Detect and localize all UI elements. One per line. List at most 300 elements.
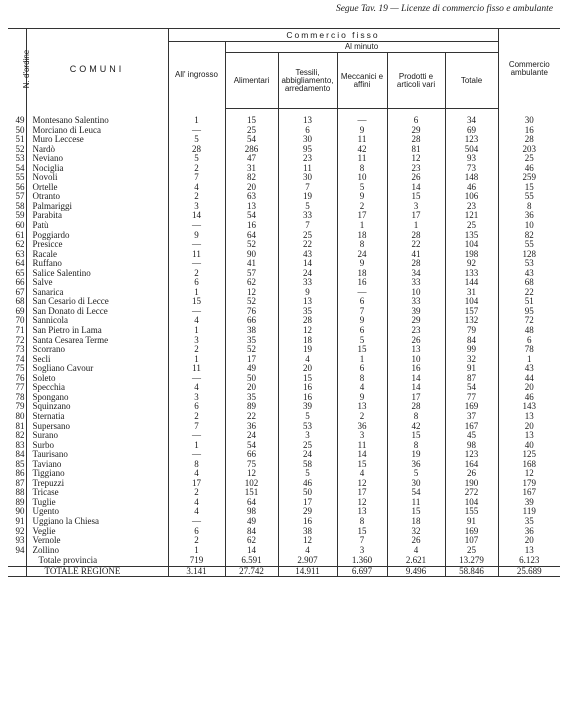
value-totale: 73 bbox=[445, 164, 498, 174]
value-meccanici: 17 bbox=[337, 488, 387, 498]
comune-name: Soleto bbox=[26, 374, 168, 384]
value-meccanici: 1 bbox=[337, 221, 387, 231]
comune-name: Taurisano bbox=[26, 450, 168, 460]
comune-name: Nardò bbox=[26, 145, 168, 155]
value-alimentari: 31 bbox=[225, 164, 278, 174]
totale-regione-row bbox=[8, 566, 560, 577]
table-row bbox=[8, 326, 560, 336]
value-tessili: 12 bbox=[278, 536, 337, 546]
value-tessili: 16 bbox=[278, 393, 337, 403]
value-ingrosso: — bbox=[168, 221, 225, 231]
comune-name: Tiggiano bbox=[26, 469, 168, 479]
value-totale: 169 bbox=[445, 402, 498, 412]
value-ingrosso: 2 bbox=[168, 345, 225, 355]
value-tessili: 43 bbox=[278, 250, 337, 260]
row-number: 51 bbox=[15, 135, 25, 145]
header-prodotti: Prodotti e articoli vari bbox=[387, 53, 445, 109]
value-alimentari: 75 bbox=[225, 460, 278, 470]
value-prodotti: 15 bbox=[387, 507, 445, 517]
value-totale: 91 bbox=[445, 517, 498, 527]
comune-name: Tuglie bbox=[26, 498, 168, 508]
value-meccanici: 11 bbox=[337, 441, 387, 451]
value-tessili: 14.911 bbox=[278, 566, 337, 577]
value-totale: 104 bbox=[445, 240, 498, 250]
table-row bbox=[8, 221, 560, 231]
value-totale: 132 bbox=[445, 316, 498, 326]
comune-name: Ugento bbox=[26, 507, 168, 517]
value-ambulante: 128 bbox=[498, 250, 560, 260]
comune-name: Montesano Salentino bbox=[26, 109, 168, 126]
value-ingrosso: 15 bbox=[168, 297, 225, 307]
row-number: 93 bbox=[15, 536, 25, 546]
value-tessili: 33 bbox=[278, 211, 337, 221]
value-ambulante: 1 bbox=[498, 355, 560, 365]
value-totale: 25 bbox=[445, 546, 498, 556]
value-prodotti: 26 bbox=[387, 336, 445, 346]
value-totale: 91 bbox=[445, 364, 498, 374]
comune-name: Scorrano bbox=[26, 345, 168, 355]
value-meccanici: 5 bbox=[337, 183, 387, 193]
value-prodotti: 1 bbox=[387, 221, 445, 231]
row-number: 94 bbox=[15, 545, 25, 555]
table-row bbox=[8, 145, 560, 155]
header-tessili: Tessili, abbigliamento, arredamento bbox=[278, 53, 337, 109]
value-meccanici: 12 bbox=[337, 498, 387, 508]
value-meccanici: 4 bbox=[337, 469, 387, 479]
value-ambulante: 53 bbox=[498, 259, 560, 269]
value-prodotti: 9.496 bbox=[387, 566, 445, 577]
value-tessili: 13 bbox=[278, 109, 337, 126]
value-meccanici: 36 bbox=[337, 422, 387, 432]
value-totale: 87 bbox=[445, 374, 498, 384]
header-ingrosso: All' ingrosso bbox=[168, 42, 225, 109]
table-row bbox=[8, 469, 560, 479]
row-number: 53 bbox=[15, 154, 25, 164]
table-row bbox=[8, 517, 560, 527]
comune-name: Spongano bbox=[26, 393, 168, 403]
value-ingrosso: 3 bbox=[168, 393, 225, 403]
row-number: 77 bbox=[15, 383, 25, 393]
table-row bbox=[8, 154, 560, 164]
value-ingrosso: 2 bbox=[168, 269, 225, 279]
value-ambulante: 46 bbox=[498, 164, 560, 174]
value-ingrosso: 4 bbox=[168, 507, 225, 517]
value-alimentari: 13 bbox=[225, 202, 278, 212]
comune-name: Secli bbox=[26, 355, 168, 365]
value-alimentari: 41 bbox=[225, 259, 278, 269]
value-prodotti: 26 bbox=[387, 536, 445, 546]
value-meccanici: 7 bbox=[337, 307, 387, 317]
comune-name: Morciano di Leuca bbox=[26, 126, 168, 136]
header-meccanici: Meccanici e affini bbox=[337, 53, 387, 109]
value-meccanici: 9 bbox=[337, 393, 387, 403]
value-ambulante: 22 bbox=[498, 288, 560, 298]
table-row bbox=[8, 460, 560, 470]
value-alimentari: 98 bbox=[225, 507, 278, 517]
value-tessili: 15 bbox=[278, 374, 337, 384]
value-totale: 104 bbox=[445, 297, 498, 307]
value-ambulante: 39 bbox=[498, 498, 560, 508]
value-ambulante: 28 bbox=[498, 135, 560, 145]
table-row bbox=[8, 364, 560, 374]
row-number: 59 bbox=[15, 211, 25, 221]
comune-name: Totale provincia bbox=[26, 555, 168, 566]
row-number: 80 bbox=[15, 411, 25, 421]
table-row bbox=[8, 211, 560, 221]
value-prodotti: 2.621 bbox=[387, 555, 445, 566]
value-ingrosso: 4 bbox=[168, 316, 225, 326]
value-ingrosso: 28 bbox=[168, 145, 225, 155]
comune-name: Otranto bbox=[26, 192, 168, 202]
value-ambulante: 125 bbox=[498, 450, 560, 460]
value-ingrosso: 4 bbox=[168, 498, 225, 508]
value-ambulante: 43 bbox=[498, 364, 560, 374]
value-alimentari: 63 bbox=[225, 192, 278, 202]
value-meccanici: 8 bbox=[337, 374, 387, 384]
value-alimentari: 35 bbox=[225, 393, 278, 403]
table-row bbox=[8, 192, 560, 202]
value-alimentari: 102 bbox=[225, 479, 278, 489]
value-ambulante: 13 bbox=[498, 412, 560, 422]
value-ambulante: 16 bbox=[498, 126, 560, 136]
value-prodotti: 10 bbox=[387, 355, 445, 365]
row-number: 75 bbox=[15, 364, 25, 374]
value-prodotti: 18 bbox=[387, 517, 445, 527]
value-prodotti: 54 bbox=[387, 488, 445, 498]
row-number: 61 bbox=[15, 230, 25, 240]
value-tessili: 30 bbox=[278, 173, 337, 183]
value-meccanici: 1.360 bbox=[337, 555, 387, 566]
row-number: 71 bbox=[15, 326, 25, 336]
value-tessili: 30 bbox=[278, 135, 337, 145]
table-row bbox=[8, 231, 560, 241]
value-totale: 31 bbox=[445, 288, 498, 298]
value-tessili: 12 bbox=[278, 326, 337, 336]
value-ingrosso: — bbox=[168, 240, 225, 250]
comune-name: San Donato di Lecce bbox=[26, 307, 168, 317]
value-ingrosso: 4 bbox=[168, 183, 225, 193]
value-alimentari: 90 bbox=[225, 250, 278, 260]
value-tessili: 13 bbox=[278, 297, 337, 307]
table-row bbox=[8, 126, 560, 136]
value-tessili: 5 bbox=[278, 469, 337, 479]
value-prodotti: 15 bbox=[387, 192, 445, 202]
value-totale: 92 bbox=[445, 259, 498, 269]
value-ingrosso: 4 bbox=[168, 383, 225, 393]
row-number: 52 bbox=[15, 144, 25, 154]
value-totale: 26 bbox=[445, 469, 498, 479]
row-number: 82 bbox=[15, 431, 25, 441]
value-totale: 121 bbox=[445, 211, 498, 221]
row-number: 74 bbox=[15, 354, 25, 364]
value-ambulante: 13 bbox=[498, 546, 560, 556]
value-meccanici: 16 bbox=[337, 278, 387, 288]
value-ingrosso: 3.141 bbox=[168, 566, 225, 577]
value-ambulante: 20 bbox=[498, 422, 560, 432]
value-tessili: 4 bbox=[278, 355, 337, 365]
value-meccanici: 15 bbox=[337, 345, 387, 355]
value-prodotti: 29 bbox=[387, 126, 445, 136]
row-number bbox=[8, 555, 26, 566]
row-number: 92 bbox=[15, 526, 25, 536]
value-meccanici: 15 bbox=[337, 460, 387, 470]
value-prodotti: 5 bbox=[387, 469, 445, 479]
table-row bbox=[8, 109, 560, 126]
value-prodotti: 13 bbox=[387, 345, 445, 355]
value-alimentari: 64 bbox=[225, 231, 278, 241]
row-number: 72 bbox=[15, 335, 25, 345]
value-totale: 84 bbox=[445, 336, 498, 346]
value-ambulante: 82 bbox=[498, 231, 560, 241]
comune-name: Ortelle bbox=[26, 183, 168, 193]
value-alimentari: 52 bbox=[225, 240, 278, 250]
value-ingrosso: 11 bbox=[168, 250, 225, 260]
value-totale: 45 bbox=[445, 431, 498, 441]
value-totale: 190 bbox=[445, 479, 498, 489]
comune-name: Salice Salentino bbox=[26, 269, 168, 279]
row-number: 56 bbox=[15, 182, 25, 192]
value-prodotti: 6 bbox=[387, 109, 445, 126]
table-body bbox=[8, 109, 560, 577]
row-number: 91 bbox=[15, 516, 25, 526]
comune-name: Santa Cesarea Terme bbox=[26, 336, 168, 346]
comune-name: Nociglia bbox=[26, 164, 168, 174]
value-ambulante: 8 bbox=[498, 202, 560, 212]
row-number: 83 bbox=[15, 440, 25, 450]
value-ingrosso: 1 bbox=[168, 441, 225, 451]
table-row bbox=[8, 297, 560, 307]
value-meccanici: 8 bbox=[337, 240, 387, 250]
value-alimentari: 49 bbox=[225, 364, 278, 374]
value-tessili: 5 bbox=[278, 412, 337, 422]
comune-name: Squinzano bbox=[26, 402, 168, 412]
table-header bbox=[8, 29, 560, 109]
value-totale: 23 bbox=[445, 202, 498, 212]
value-meccanici: 11 bbox=[337, 154, 387, 164]
value-tessili: 39 bbox=[278, 402, 337, 412]
value-alimentari: 36 bbox=[225, 422, 278, 432]
value-alimentari: 14 bbox=[225, 546, 278, 556]
value-ingrosso: — bbox=[168, 450, 225, 460]
value-ingrosso: 719 bbox=[168, 555, 225, 566]
value-prodotti: 33 bbox=[387, 297, 445, 307]
value-ambulante: 20 bbox=[498, 536, 560, 546]
value-alimentari: 24 bbox=[225, 431, 278, 441]
comune-name: Palmariggi bbox=[26, 202, 168, 212]
header-alimentari: Alimentari bbox=[225, 53, 278, 109]
table-row bbox=[8, 536, 560, 546]
value-ambulante: 78 bbox=[498, 345, 560, 355]
row-number: 66 bbox=[15, 278, 25, 288]
value-meccanici: 6 bbox=[337, 326, 387, 336]
value-ingrosso: — bbox=[168, 431, 225, 441]
row-number: 58 bbox=[15, 201, 25, 211]
comune-name: Specchia bbox=[26, 383, 168, 393]
value-alimentari: 62 bbox=[225, 536, 278, 546]
value-prodotti: 14 bbox=[387, 374, 445, 384]
comune-name: Sannicola bbox=[26, 316, 168, 326]
comune-name: Surbo bbox=[26, 441, 168, 451]
value-ingrosso: 1 bbox=[168, 109, 225, 126]
row-number: 79 bbox=[15, 402, 25, 412]
value-tessili: 5 bbox=[278, 202, 337, 212]
value-meccanici: 13 bbox=[337, 507, 387, 517]
value-ambulante: 168 bbox=[498, 460, 560, 470]
value-ingrosso: 6 bbox=[168, 402, 225, 412]
value-ambulante: 51 bbox=[498, 297, 560, 307]
value-meccanici: 8 bbox=[337, 517, 387, 527]
value-tessili: 58 bbox=[278, 460, 337, 470]
value-meccanici: 10 bbox=[337, 173, 387, 183]
comune-name: Novoli bbox=[26, 173, 168, 183]
value-ingrosso: 6 bbox=[168, 527, 225, 537]
header-totale: Totale bbox=[445, 53, 498, 109]
value-alimentari: 54 bbox=[225, 441, 278, 451]
licenses-table bbox=[8, 28, 560, 577]
table-row bbox=[8, 527, 560, 537]
value-totale: 169 bbox=[445, 527, 498, 537]
value-tessili: 16 bbox=[278, 517, 337, 527]
value-totale: 155 bbox=[445, 507, 498, 517]
value-ingrosso: 1 bbox=[168, 326, 225, 336]
value-ambulante: 6 bbox=[498, 336, 560, 346]
value-ambulante: 259 bbox=[498, 173, 560, 183]
table-row bbox=[8, 307, 560, 317]
value-tessili: 9 bbox=[278, 288, 337, 298]
comune-name: Ruffano bbox=[26, 259, 168, 269]
value-alimentari: 84 bbox=[225, 527, 278, 537]
value-alimentari: 64 bbox=[225, 498, 278, 508]
value-prodotti: 23 bbox=[387, 164, 445, 174]
value-meccanici: 18 bbox=[337, 231, 387, 241]
value-prodotti: 8 bbox=[387, 412, 445, 422]
value-alimentari: 25 bbox=[225, 126, 278, 136]
value-alimentari: 151 bbox=[225, 488, 278, 498]
value-ingrosso: 9 bbox=[168, 231, 225, 241]
value-prodotti: 26 bbox=[387, 173, 445, 183]
row-number: 73 bbox=[15, 345, 25, 355]
value-prodotti: 29 bbox=[387, 316, 445, 326]
value-meccanici: 6 bbox=[337, 364, 387, 374]
value-ingrosso: — bbox=[168, 307, 225, 317]
value-prodotti: 8 bbox=[387, 441, 445, 451]
value-prodotti: 28 bbox=[387, 259, 445, 269]
table-row bbox=[8, 412, 560, 422]
value-ingrosso: 8 bbox=[168, 460, 225, 470]
comune-name: Zollino bbox=[26, 546, 168, 556]
value-ingrosso: 1 bbox=[168, 546, 225, 556]
table-row bbox=[8, 250, 560, 260]
table-row bbox=[8, 345, 560, 355]
row-number bbox=[8, 566, 26, 577]
value-prodotti: 14 bbox=[387, 183, 445, 193]
value-ingrosso: 2 bbox=[168, 488, 225, 498]
comune-name: Sanarica bbox=[26, 288, 168, 298]
value-totale: 58.846 bbox=[445, 566, 498, 577]
value-ingrosso: 14 bbox=[168, 211, 225, 221]
row-number: 67 bbox=[15, 287, 25, 297]
comune-name: Racale bbox=[26, 250, 168, 260]
value-meccanici: — bbox=[337, 109, 387, 126]
value-meccanici: 6 bbox=[337, 297, 387, 307]
value-alimentari: 16 bbox=[225, 221, 278, 231]
table-row bbox=[8, 173, 560, 183]
value-ambulante: 44 bbox=[498, 374, 560, 384]
value-prodotti: 32 bbox=[387, 527, 445, 537]
value-meccanici: 12 bbox=[337, 479, 387, 489]
table-caption: Segue Tav. 19 — Licenze di commercio fisso e ambulante bbox=[335, 4, 553, 14]
row-number: 88 bbox=[15, 488, 25, 498]
value-alimentari: 54 bbox=[225, 135, 278, 145]
value-tessili: 53 bbox=[278, 422, 337, 432]
row-number: 90 bbox=[15, 507, 25, 517]
value-ambulante: 6.123 bbox=[498, 555, 560, 566]
value-ingrosso: 17 bbox=[168, 479, 225, 489]
value-meccanici: 7 bbox=[337, 536, 387, 546]
value-tessili: 24 bbox=[278, 450, 337, 460]
value-ambulante: 72 bbox=[498, 316, 560, 326]
comune-name: Vernole bbox=[26, 536, 168, 546]
value-meccanici: 2 bbox=[337, 412, 387, 422]
comune-name: Veglie bbox=[26, 527, 168, 537]
value-totale: 135 bbox=[445, 231, 498, 241]
value-tessili: 46 bbox=[278, 479, 337, 489]
value-meccanici: 4 bbox=[337, 383, 387, 393]
value-alimentari: 47 bbox=[225, 154, 278, 164]
value-alimentari: 22 bbox=[225, 412, 278, 422]
value-meccanici: 9 bbox=[337, 126, 387, 136]
value-alimentari: 54 bbox=[225, 211, 278, 221]
comune-name: Supersano bbox=[26, 422, 168, 432]
table-row bbox=[8, 355, 560, 365]
header-comuni: COMUNI bbox=[26, 29, 168, 109]
value-meccanici: 9 bbox=[337, 316, 387, 326]
comune-name: Patù bbox=[26, 221, 168, 231]
row-number: 49 bbox=[15, 114, 25, 125]
value-tessili: 20 bbox=[278, 364, 337, 374]
value-tessili: 18 bbox=[278, 336, 337, 346]
value-prodotti: 23 bbox=[387, 326, 445, 336]
comune-name: Parabita bbox=[26, 211, 168, 221]
value-tessili: 19 bbox=[278, 345, 337, 355]
table-row bbox=[8, 374, 560, 384]
value-totale: 32 bbox=[445, 355, 498, 365]
comune-name: Taviano bbox=[26, 460, 168, 470]
table-row bbox=[8, 202, 560, 212]
value-prodotti: 17 bbox=[387, 211, 445, 221]
value-alimentari: 35 bbox=[225, 336, 278, 346]
value-ambulante: 179 bbox=[498, 479, 560, 489]
row-number: 62 bbox=[15, 240, 25, 250]
value-ingrosso: 11 bbox=[168, 364, 225, 374]
value-alimentari: 89 bbox=[225, 402, 278, 412]
value-prodotti: 11 bbox=[387, 498, 445, 508]
value-ambulante: 95 bbox=[498, 307, 560, 317]
value-ingrosso: 1 bbox=[168, 288, 225, 298]
value-totale: 107 bbox=[445, 536, 498, 546]
row-number: 60 bbox=[15, 221, 25, 231]
row-number: 50 bbox=[15, 125, 25, 135]
value-alimentari: 12 bbox=[225, 288, 278, 298]
row-number: 84 bbox=[15, 450, 25, 460]
value-prodotti: 12 bbox=[387, 154, 445, 164]
value-prodotti: 81 bbox=[387, 145, 445, 155]
comune-name: Sternatia bbox=[26, 412, 168, 422]
value-ambulante: 30 bbox=[498, 109, 560, 126]
value-ambulante: 48 bbox=[498, 326, 560, 336]
value-tessili: 24 bbox=[278, 269, 337, 279]
value-ambulante: 55 bbox=[498, 240, 560, 250]
